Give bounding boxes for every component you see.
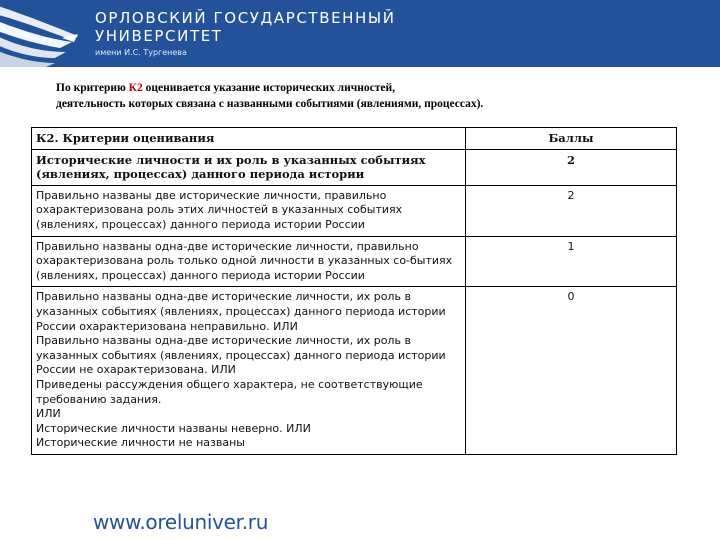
footer-url[interactable]: www.oreluniver.ru <box>93 510 269 534</box>
points-cell: 1 <box>466 236 677 287</box>
criteria-cell: Правильно названы две исторические личности, правильно охарактеризована роль этих личностей в указанных событиях (явлениях, процессах) данного периода истории России <box>32 185 466 236</box>
header-criteria: К2. Критерии оценивания <box>32 128 466 150</box>
header-banner <box>0 0 720 67</box>
table-row <box>32 185 677 236</box>
table-row <box>32 236 677 287</box>
university-logo-icon <box>0 0 90 67</box>
points-cell: 2 <box>466 149 677 185</box>
table-header-row <box>32 128 677 150</box>
table-row <box>32 149 677 185</box>
intro-text <box>56 80 676 112</box>
points-cell: 2 <box>466 185 677 236</box>
header-points: Баллы <box>466 128 677 150</box>
criteria-table <box>31 127 677 455</box>
university-subtitle: имени И.С. Тургенева <box>95 48 187 57</box>
criteria-cell: Правильно названы одна-две исторические личности, их роль в указанных событиях (явлениях, процессах) данного периода истории России охарактеризована неправильно. ИЛИ Правильно названы одна-две исторические личности, их роль в указанных событиях (явлениях, процессах) данного периода истории России не охарактеризована. ИЛИ Приведены рассуждения общего характера, не соответствующие требованию задания. ИЛИ Исторические личности названы неверно. ИЛИ Исторические личности не названы <box>32 287 466 455</box>
university-name-line1: ОРЛОВСКИЙ ГОСУДАРСТВЕННЫЙ <box>95 9 396 27</box>
intro-line1 <box>56 80 676 96</box>
points-cell: 0 <box>466 287 677 455</box>
university-name-line2: УНИВЕРСИТЕТ <box>95 27 223 45</box>
criterion-code: К2 <box>128 82 143 94</box>
intro-line1-rest: оценивается указание исторических личностей, <box>142 82 395 94</box>
intro-line2: деятельность которых связана с названными событиями (явлениями, процессах). <box>56 98 484 110</box>
university-name <box>95 9 396 45</box>
criteria-cell: Исторические личности и их роль в указанных событиях (явлениях, процессах) данного периода истории <box>32 149 466 185</box>
table-row <box>32 287 677 455</box>
intro-prefix: По критерию <box>56 82 129 94</box>
criteria-cell: Правильно названы одна-две исторические личности, правильно охарактеризована роль только одной личности в указанных со-бытиях (явлениях, процессах) данного периода истории России <box>32 236 466 287</box>
